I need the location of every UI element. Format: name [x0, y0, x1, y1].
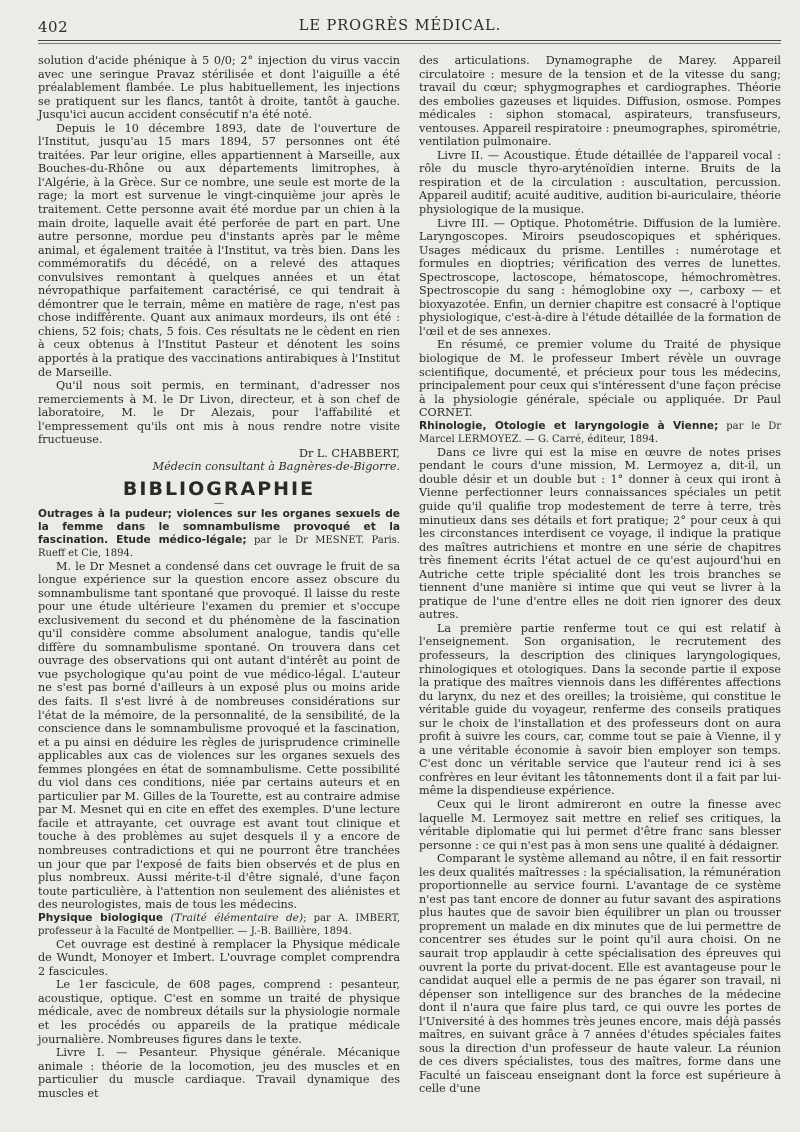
- right-column: [419, 54, 781, 1096]
- book-subtitle: (Traité élémentaire de): [170, 911, 304, 924]
- review-text: M. le Dr Mesnet a condensé dans cet ouvrage le fruit de sa longue expérience sur la question encore assez obscure du somnambulisme tant spontané que provoqué. Il laisse du reste pour une étude ultérieure l'examen du premier et s'occupe exclusivement du second et du phénomène de la fascination qu'il considère comme absolument analogue, tandis qu'elle diffère du somnambulisme spontané. On trouvera dans cet ouvrage des observations qui ont autant d'intérêt au point de vue psychologique qu'au point de vue médico-légal. L'auteur ne s'est pas borné d'ailleurs à un exposé plus ou moins aride des faits. Il s'est livré à de nombreuses considérations sur l'état de la mémoire, de la personnalité, de la sensibilité, de la conscience dans le somnambulisme provoqué et la fascination, et a pu ainsi en déduire les règles de jurisprudence criminelle applicables aux cas de violences sur les organes sexuels des femmes plongées en état de somnambulisme. Cette possibilité du viol dans ces conditions, niée par certains auteurs et en particulier par M. Gilles de la Tourette, est au contraire admise par M. Mesnet qui en cite en effet des exemples. D'une lecture facile et attrayante, cet ouvrage est avant tout clinique et touche à des problèmes au sujet desquels il y a encore de nombreuses contradictions et qui ne pourront être tranchées un jour que par l'exposé de faits bien observés et de plus en plus nombreux. Aussi mérite-t-il d'être signalé, d'une façon toute particulière, à l'attention non seulement des aliénistes et des neurologistes, mais de tous les médecins.: [38, 559, 400, 912]
- review-text: Comparant le système allemand au nôtre, il en fait ressortir les deux qualités maîtresses : la spécialisation, la rémunération proportionnelle au service fourni. L'avantage de ce système n'est pas tant encore de donner au futur savant des aspirations plus hautes que de savoir bien équilibrer un plan ou trousser proprement un malade en dix minutes que de lui permettre de concentrer ses études sur le point qu'il aura choisi. On ne saurait trop applaudir à cette spécialisation des épreuves qui ouvrent la porte du privat-docent. Elle est avantageuse pour le candidat auquel elle a permis de ne pas égarer son travail, ni dépenser son intelligence sur des branches de la médecine dont il n'aura que faire plus tard, ce qui ouvre les portes de l'Université à des hommes très jeunes encore, mais déjà passés maîtres, en suivant grâce à 7 années d'études spéciales faites sous la direction d'un professeur de haute valeur. La réunion de ces divers spécialistes, tous des maîtres, forme dans une Faculté un faisceau enseignant dont la force est supérieure à celle d'une: [419, 852, 781, 1096]
- paragraph: Livre II. — Acoustique. Étude détaillée de l'appareil vocal : rôle du muscle thyro-aryténoïdien interne. Bruits de la respiration et de la circulation : auscultation, percussion. Appareil auditif; acuité auditive, audition bi-auriculaire, théorie physiologique de la musique.: [419, 148, 781, 217]
- running-title: LE PROGRÈS MÉDICAL.: [298, 18, 502, 34]
- author-signature: Dr L. CHABBERT,: [298, 446, 400, 460]
- book-title: Physique biologique: [38, 911, 164, 924]
- paragraph: Depuis le 10 décembre 1893, date de l'ouverture de l'Institut, jusqu'au 15 mars 1894, 57 personnes ont été traitées. Par leur origine, elles appartiennent à Marseille, aux Bouches-du-Rhône ou aux départements limitrophes, à l'Algérie, à la Grèce. Sur ce nombre, une seule est morte de la rage; la mort est survenue le vingt-cinquième jour après le traitement. Cette personne avait été mordue par un chien à la main droite, laquelle avait été perforée de part en part. Une autre personne, mordue peu d'instants après par le même animal, et également traitée à l'Institut, va très bien. Dans les commémoratifs du décédé, on a relevé des attaques convulsives remontant à quelques années et un état névropathique parfaitement caractérisé, ce qui tendrait à démontrer que le terrain, même en matière de rage, n'est pas chose indifférente. Quant aux animaux mordeurs, ils ont été : chiens, 52 fois; chats, 5 fois. Ces résultats ne le cèdent en rien à ceux obtenus à l'Institut Pasteur et dénotent les soins apportés à la pratique des vaccinations antirabiques à l'Institut de Marseille.: [38, 121, 400, 379]
- bibliography-entry-header: [38, 912, 400, 938]
- paragraph: En résumé, ce premier volume du Traité de physique biologique de M. le professeur Imbert révèle un ouvrage scientifique, documenté, et précieux pour tous les médecins, principalement pour ceux qui s'intéressent d'une façon précise à la physiologie générale, spéciale ou appliquée. Dr Paul CORNET.: [419, 338, 781, 420]
- book-title: Rhinologie, Otologie et laryngologie à Vienne;: [419, 419, 719, 432]
- paragraph: solution d'acide phénique à 5 0/0; 2° injection du virus vaccin avec une seringue Pravaz stérilisée et dont l'aiguille a été préalablement flambée. Le plus habituellement, les injections se pratiquent sur les flancs, tantôt à droite, tantôt à gauche. Jusqu'ici aucun accident consécutif n'a été noté.: [38, 54, 400, 122]
- review-text: Le 1er fascicule, de 608 pages, comprend : pesanteur, acoustique, optique. C'est en somme un traité de physique médicale, avec de nombreux détails sur la physiologie normale et les procédés ou appareils de la pratique médicale journalière. Nombreuses figures dans le texte.: [38, 978, 400, 1046]
- paragraph: des articulations. Dynamographe de Marey. Appareil circulatoire : mesure de la tension et de la vitesse du sang; travail du cœur; sphygmographes et cardiographes. Théorie des embolies gazeuses et liquides. Diffusion, osmose. Pompes médicales : siphon stomacal, aspirateurs, transfuseurs, ventouses. Appareil respiratoire : pneumographes, spirométrie, ventilation pulmonaire.: [419, 54, 781, 149]
- bibliography-entry-header: [419, 420, 781, 446]
- header-rule-thin: [38, 43, 781, 44]
- book-reference: par le Dr Marcel LERMOYEZ. — G. Carré, éditeur, 1894.: [419, 420, 782, 445]
- left-column: [38, 54, 400, 1100]
- book-reference: par le Dr MESNET. Paris. Rueff et Cie, 1894.: [38, 534, 400, 559]
- book-reference: ; par A. IMBERT, professeur à la Faculté de Montpellier. — J.-B. Baillière, 1894.: [38, 912, 400, 937]
- review-text: La première partie renferme tout ce qui est relatif à l'enseignement. Son organisation, le recrutement des professeurs, la description des cliniques laryngologiques, rhinologiques et otologiques. Dans la seconde partie il expose la pratique des maîtres viennois dans les différentes affections du larynx, du nez et des oreilles; la troisième, qui constitue le véritable guide du voyageur, renferme des conseils pratiques sur le choix de l'installation et des professeurs dont on aura profit à suivre les cours, car, comme tout se paie à Vienne, il y a une véritable économie à savoir bien employer son temps. C'est donc un véritable service que l'auteur rend ici à ses confrères en leur évitant les tâtonnements dont il a fait par lui-même la dispendieuse expérience.: [419, 621, 781, 798]
- paragraph: Livre III. — Optique. Photométrie. Diffusion de la lumière. Laryngoscopes. Miroirs pseudoscopiques et sphériques. Usages médicaux du prisme. Lentilles : numérotage et formules en dioptries; vérification des verres de lunettes. Spectroscope, lactoscope, hématoscope, hémochromètres. Spectroscopie du sang : hémoglobine oxy —, carboxy — et bioxyazotée. Enfin, un dernier chapitre est consacré à l'optique physiologique, c'est-à-dire à l'étude détaillée de la formation de l'œil et de ses annexes.: [419, 216, 781, 338]
- page-number: 402: [38, 18, 69, 36]
- header-rule: [38, 40, 781, 41]
- review-text: Dans ce livre qui est la mise en œuvre de notes prises pendant le cours d'une mission, M. Lermoyez a, dit-il, un double désir et un double but : 1° donner à ceux qui iront à Vienne perfectionner leurs connaissances spéciales un petit guide qu'il qualifie trop modestement de terre à terre, très minutieux dans ses détails et fort pratique; 2° pour ceux à qui les circonstances interdisent ce voyage, il indique la pratique des maîtres autrichiens et montre en une série de chapitres très finement écrits l'état actuel de ce qu'est aujourd'hui en Autriche cette triple spécialité dont les trois branches se tiennent d'une manière si intime que qui veut se livrer à la pratique de l'une d'entre elles ne doit rien ignorer des deux autres.: [419, 445, 781, 622]
- author-title: Médecin consultant à Bagnères-de-Bigorre.: [152, 460, 400, 474]
- review-text: Livre I. — Pesanteur. Physique générale. Mécanique animale : théorie de la locomotion, jeu des muscles et en particulier du muscle cardiaque. Travail dynamique des muscles et: [38, 1046, 400, 1100]
- review-text: Ceux qui le liront admireront en outre la finesse avec laquelle M. Lermoyez sait mettre en relief ses critiques, la véritable diplomatie qui lui permet d'être franc sans blesser personne : ce qui n'est pas à mon sens une qualité à dédaigner.: [419, 797, 781, 852]
- section-title: BIBLIOGRAPHIE: [122, 477, 316, 500]
- book-title: Outrages à la pudeur; violences sur les organes sexuels de la femme dans le somnambulisme provoqué et la fascination. Etude médico-légale;: [38, 507, 400, 546]
- bibliography-entry-header: [38, 508, 400, 560]
- section-dash: —: [214, 497, 224, 509]
- paragraph: Qu'il nous soit permis, en terminant, d'adresser nos remerciements à M. le Dr Livon, directeur, et à son chef de laboratoire, M. le Dr Alezais, pour l'affabilité et l'empressement qu'ils ont mis à nous rendre notre visite fructueuse.: [38, 379, 400, 447]
- review-text: Cet ouvrage est destiné à remplacer la Physique médicale de Wundt, Monoyer et Imbert. L'ouvrage complet comprendra 2 fascicules.: [38, 937, 400, 978]
